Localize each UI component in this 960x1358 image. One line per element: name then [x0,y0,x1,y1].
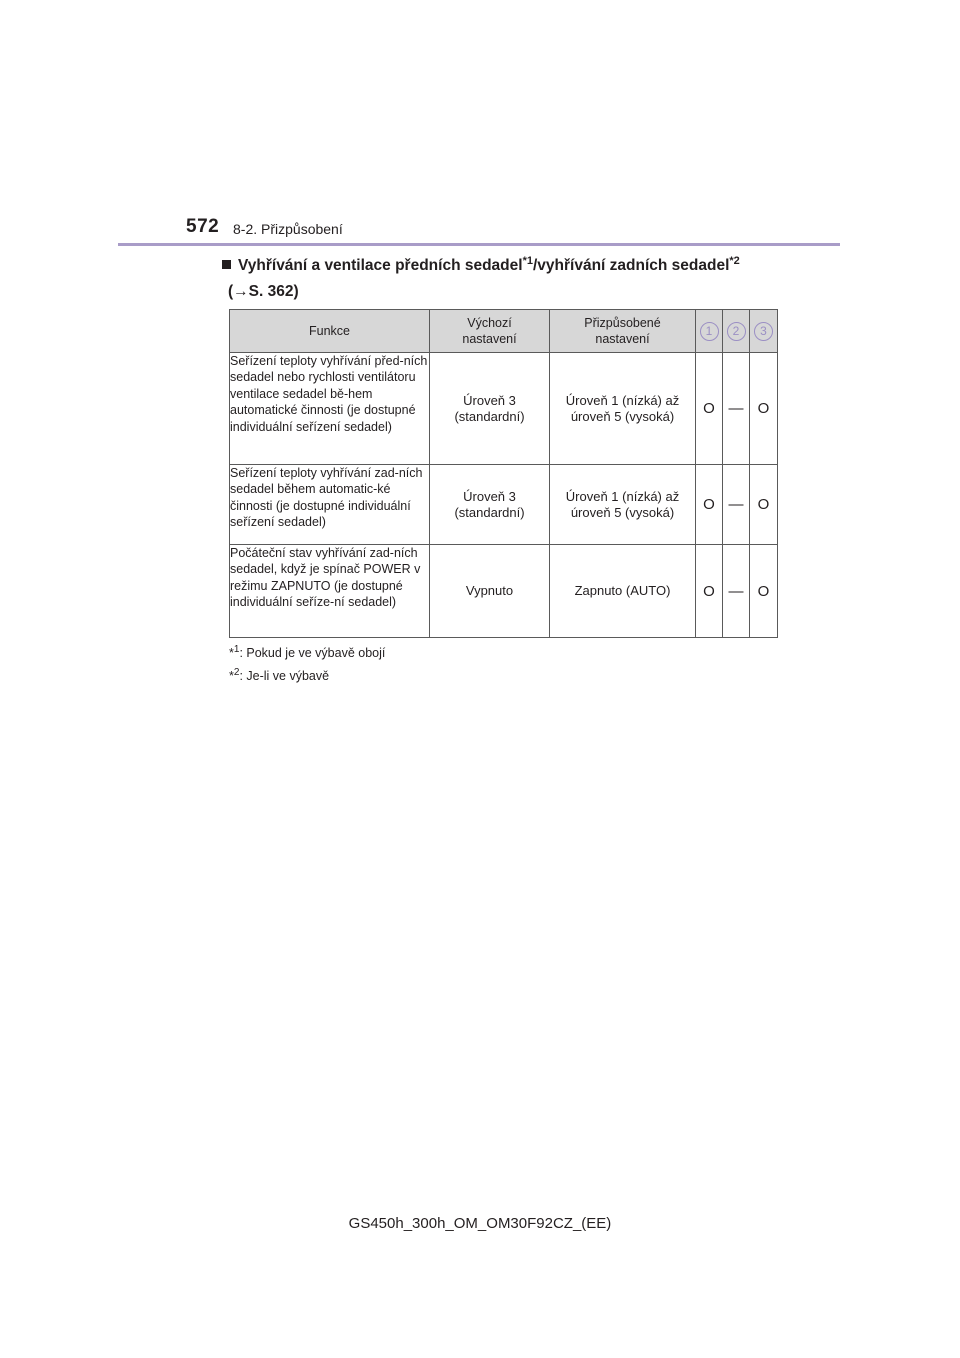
section-heading [222,253,822,305]
footnote-asterisk: * [229,669,234,684]
row-mark-3: O [750,545,778,638]
row-function: Seřízení teploty vyhřívání před-ních sedadel nebo rychlosti ventilátoru ventilace sedadel bě-hem automatické činnosti (je dostupné individuální seřízení sedadel) [230,353,430,465]
row-function: Počáteční stav vyhřívání zad-ních sedadel, když je spínač POWER v režimu ZAPNUTO (je dostupné individuální seříze-ní sedadel) [230,545,430,638]
table-row [230,353,778,465]
row-function: Seřízení teploty vyhřívání zad-ních sedadel během automatic-ké činnosti (je dostupné individuální seřízení sedadel) [230,465,430,545]
heading-footnote-2: *2 [729,254,740,267]
row-mark-2: — [723,465,750,545]
header-default: Výchozí nastavení [430,310,550,353]
footnote-text: : Pokud je ve výbavě obojí [239,646,386,661]
table-header-row [230,310,778,353]
header-function: Funkce [230,310,430,353]
row-mark-1: O [696,465,723,545]
row-custom: Úroveň 1 (nízká) až úroveň 5 (vysoká) [550,353,696,465]
row-mark-3: O [750,465,778,545]
footnote-asterisk: * [229,646,234,661]
heading-text-b: /vyhřívání zadních sedadel [532,257,730,274]
footnote-1 [229,644,385,660]
page-reference: (→S. 362) [228,283,299,300]
section-label: 8-2. Přizpůsobení [233,221,343,237]
row-mark-3: O [750,353,778,465]
document-footer: GS450h_300h_OM_OM30F92CZ_(EE) [348,1215,612,1232]
header-rule [118,243,840,246]
header-col-1 [696,310,723,353]
row-default: Vypnuto [430,545,550,638]
row-custom: Zapnuto (AUTO) [550,545,696,638]
circled-number-3-icon: 3 [754,322,773,341]
header-custom: Přizpůsobené nastavení [550,310,696,353]
settings-table [229,309,778,638]
header-col-3 [750,310,778,353]
table-row [230,465,778,545]
circled-number-2-icon: 2 [727,322,746,341]
row-mark-2: — [723,545,750,638]
square-bullet-icon [222,260,231,269]
row-mark-1: O [696,353,723,465]
page-number: 572 [186,216,220,237]
heading-text-a: Vyhřívání a ventilace předních sedadel [238,257,523,274]
heading-footnote-1: *1 [522,254,533,267]
row-mark-2: — [723,353,750,465]
circled-number-1-icon: 1 [700,322,719,341]
row-mark-1: O [696,545,723,638]
table-row [230,545,778,638]
footnote-text: : Je-li ve výbavě [239,669,330,684]
row-default: Úroveň 3 (standardní) [430,353,550,465]
footnote-2 [229,667,329,683]
row-custom: Úroveň 1 (nízká) až úroveň 5 (vysoká) [550,465,696,545]
footnote-number: 1 [233,644,240,655]
row-default: Úroveň 3 (standardní) [430,465,550,545]
header-col-2 [723,310,750,353]
footnote-number: 2 [233,667,240,678]
